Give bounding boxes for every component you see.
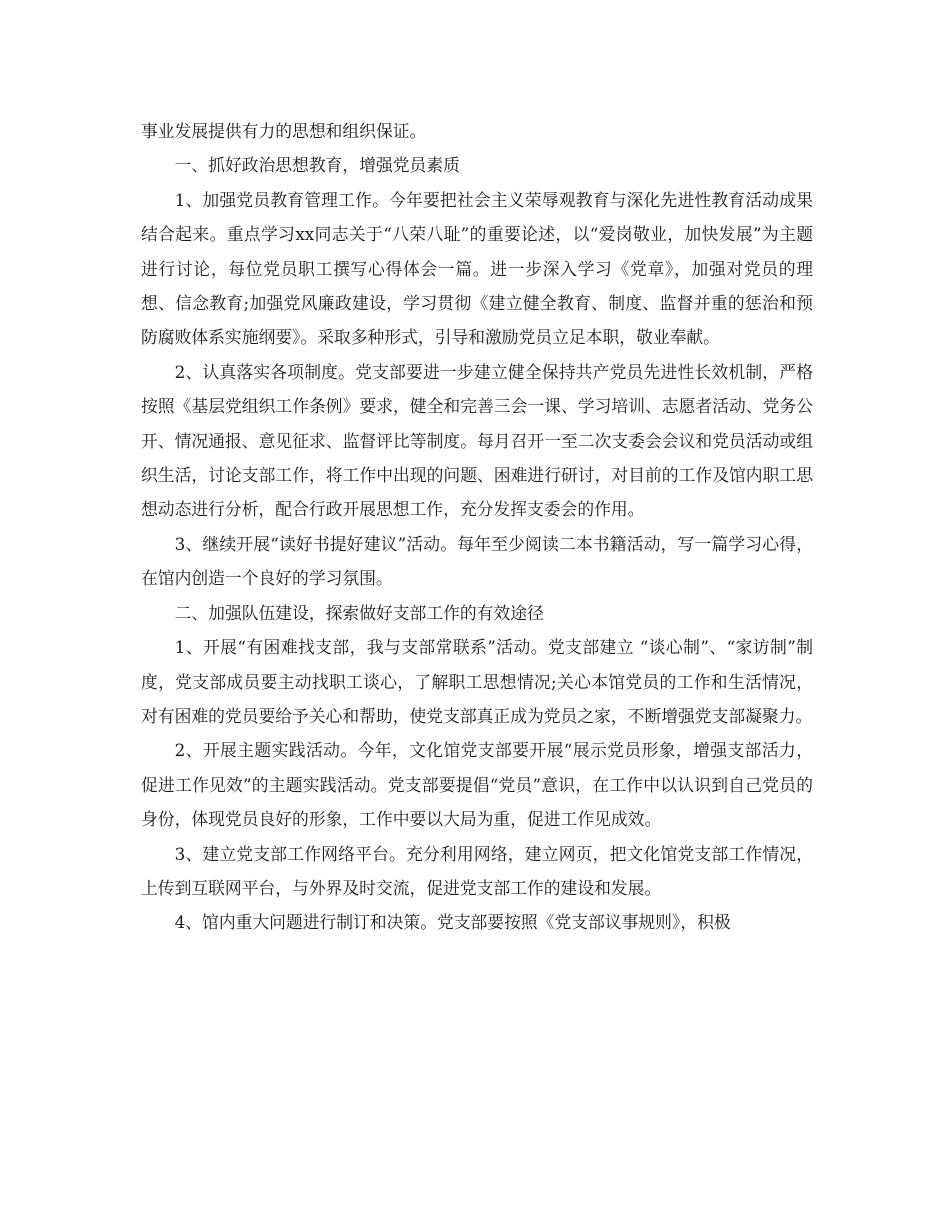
paragraph-2-1: 1、开展“有困难找支部，我与支部常联系”活动。党支部建立 “谈心制”、“家访制”制度，党支部成员要主动找职工谈心，了解职工思想情况;关心本馆党员的工作和生活情况，对有困难的党员要给予关心和帮助，使党支部真正成为党员之家，不断增强党支部凝聚力。: [141, 637, 813, 726]
section-heading-1: 一、抓好政治思想教育，增强党员素质: [174, 155, 460, 176]
document-body: [141, 114, 813, 940]
paragraph-continuation: 事业发展提供有力的思想和组织保证。: [141, 121, 427, 141]
paragraph-1-3: 3、继续开展“读好书提好建议”活动。每年至少阅读二本书籍活动，写一篇学习心得，在馆内创造一个良好的学习氛围。: [141, 533, 813, 589]
paragraph-1-2: 2、认真落实各项制度。党支部要进一步建立健全保持共产党员先进性长效机制，严格按照《基层党组织工作条例》要求，健全和完善三会一课、学习培训、志愿者活动、党务公开、情况通报、意见征求、监督评比等制度。每月召开一至二次支委会会议和党员活动或组织生活，讨论支部工作，将工作中出现的问题、困难进行研讨，对目前的工作及馆内职工思想动态进行分析，配合行政开展思想工作，充分发挥支委会的作用。: [141, 361, 813, 520]
section-heading-2: 二、加强队伍建设，探索做好支部工作的有效途径: [174, 602, 544, 623]
paragraph-2-4: 4、馆内重大问题进行制订和决策。党支部要按照《党支部议事规则》，积极: [174, 912, 731, 933]
paragraph-2-3: 3、建立党支部工作网络平台。充分利用网络，建立网页，把文化馆党支部工作情况，上传到互联网平台，与外界及时交流，促进党支部工作的建设和发展。: [141, 843, 813, 898]
paragraph-1-1: 1、加强党员教育管理工作。今年要把社会主义荣辱观教育与深化先进性教育活动成果结合起来。重点学习xx同志关于“八荣八耻”的重要论述，以“爱岗敬业，加快发展”为主题进行讨论，每位党员职工撰写心得体会一篇。进一步深入学习《党章》，加强对党员的理想、信念教育;加强党风廉政建设，学习贯彻《建立健全教育、制度、监督并重的惩治和预防腐败体系实施纲要》。采取多种形式，引导和激励党员立足本职，敬业奉献。: [141, 189, 813, 348]
paragraph-2-2: 2、开展主题实践活动。今年，文化馆党支部要开展“展示党员形象，增强支部活力，促进工作见效”的主题实践活动。党支部要提倡“党员”意识，在工作中以认识到自己党员的身份，体现党员良好的形象，工作中要以大局为重，促进工作见成效。: [141, 740, 813, 830]
